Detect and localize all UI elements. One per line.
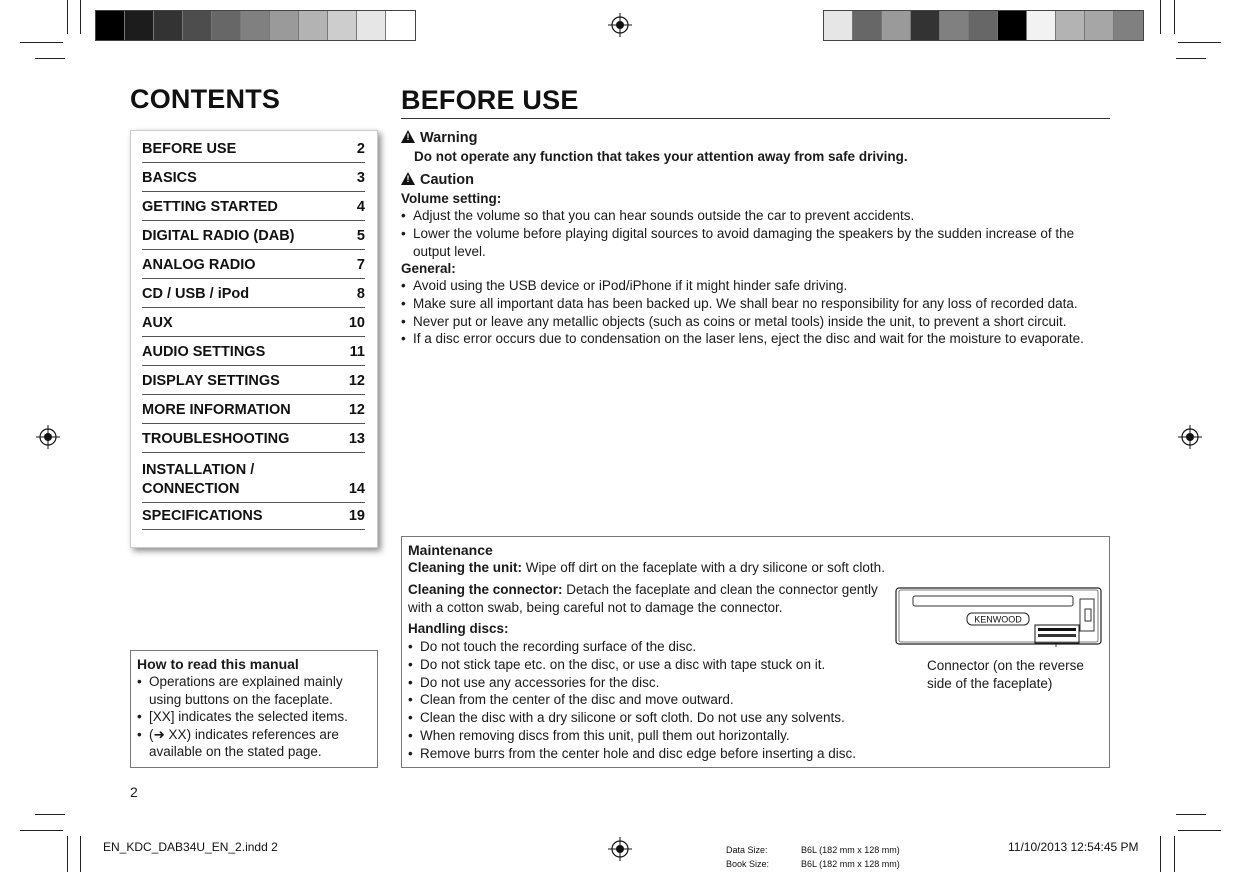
caution-icon: !	[401, 172, 415, 185]
list-item: • When removing discs from this unit, pull them out horizontally.	[408, 727, 908, 745]
toc-entry-page: 10	[348, 315, 365, 331]
toc-entry-label-line2: CONNECTION	[142, 481, 240, 497]
heading-rule	[401, 118, 1110, 119]
list-item: • Remove burrs from the center hole and disc edge before inserting a disc.	[408, 745, 908, 763]
handling-heading: Handling discs:	[408, 621, 509, 636]
toc-entry[interactable]	[142, 139, 365, 163]
registration-mark-icon	[608, 837, 632, 861]
list-item: • Clean from the center of the disc and move outward.	[408, 691, 908, 709]
color-swatch	[183, 11, 212, 40]
color-swatch	[940, 11, 969, 40]
how-to-read-list	[137, 673, 371, 761]
contents-heading: CONTENTS	[130, 84, 281, 114]
crop-mark	[1160, 0, 1161, 34]
color-swatch	[328, 11, 357, 40]
brand-logo: KENWOOD	[974, 614, 1022, 625]
color-swatch	[998, 11, 1027, 40]
crop-mark	[1176, 58, 1206, 59]
page-number: 2	[130, 784, 138, 800]
crop-mark	[20, 830, 63, 831]
color-calibration-bar	[95, 10, 416, 41]
color-swatch	[299, 11, 328, 40]
data-size-value: B6L (182 mm x 128 mm)	[801, 845, 900, 855]
warning-title-text: Warning	[420, 130, 478, 146]
volume-list	[401, 207, 1113, 260]
toc-entry-label: INSTALLATION /	[142, 462, 255, 478]
color-swatch	[154, 11, 183, 40]
toc-entry[interactable]	[142, 284, 365, 308]
toc-entry[interactable]	[142, 168, 365, 192]
crop-mark	[35, 58, 65, 59]
toc-entry-label: GETTING STARTED	[142, 199, 278, 215]
book-size-value: B6L (182 mm x 128 mm)	[801, 859, 900, 869]
toc-entry-page: 12	[348, 373, 365, 389]
color-swatch	[1114, 11, 1143, 40]
warning-icon: !	[401, 130, 415, 143]
cleaning-connector-label: Cleaning the connector:	[408, 582, 563, 597]
crop-mark	[67, 836, 68, 872]
crop-mark	[35, 814, 65, 815]
crop-mark	[80, 836, 81, 872]
registration-mark-icon	[608, 13, 632, 37]
toc-entry[interactable]	[142, 458, 365, 503]
list-item: • [XX] indicates the selected items.	[137, 708, 371, 726]
crop-mark	[1174, 836, 1175, 872]
toc-entry-label: AUX	[142, 315, 173, 331]
color-swatch	[1056, 11, 1085, 40]
toc-entry[interactable]	[142, 313, 365, 337]
crop-mark	[80, 0, 81, 34]
toc-entry-label: DISPLAY SETTINGS	[142, 373, 280, 389]
list-item: • Clean the disc with a dry silicone or soft cloth. Do not use any solvents.	[408, 709, 908, 727]
book-size-label: Book Size:	[726, 859, 770, 869]
toc-entry[interactable]	[142, 255, 365, 279]
list-item: • Lower the volume before playing digital sources to avoid damaging the speakers by the sudden increase of the output level.	[401, 225, 1113, 261]
color-swatch	[125, 11, 154, 40]
color-swatch	[1027, 11, 1056, 40]
toc-entry-label: ANALOG RADIO	[142, 257, 256, 273]
toc-entry-label: AUDIO SETTINGS	[142, 344, 266, 360]
toc-entry-label: CD / USB / iPod	[142, 286, 250, 302]
crop-mark	[1178, 42, 1221, 43]
color-swatch	[853, 11, 882, 40]
color-swatch	[824, 11, 853, 40]
caution-title-text: Caution	[420, 172, 474, 188]
toc-entry-label: DIGITAL RADIO (DAB)	[142, 228, 295, 244]
toc-entry-label-wrap	[142, 461, 254, 499]
toc-entry-page: 11	[349, 344, 365, 360]
list-item: • Avoid using the USB device or iPod/iPhone if it might hinder safe driving.	[401, 277, 1101, 295]
crop-mark	[20, 42, 63, 43]
color-swatch	[882, 11, 911, 40]
warning-title	[401, 129, 477, 147]
color-swatch	[386, 11, 415, 40]
color-swatch	[96, 11, 125, 40]
crop-mark	[1160, 836, 1161, 872]
general-list	[401, 277, 1101, 348]
cleaning-unit-text: Wipe off dirt on the faceplate with a dry silicone or soft cloth.	[525, 560, 885, 575]
how-to-read-box	[130, 650, 378, 768]
handling-list	[408, 638, 908, 763]
list-item: • Operations are explained mainly using buttons on the faceplate.	[137, 673, 371, 708]
color-calibration-bar	[823, 10, 1144, 41]
color-swatch	[212, 11, 241, 40]
toc-entry[interactable]	[142, 400, 365, 424]
table-of-contents	[130, 130, 378, 548]
list-item: • Do not stick tape etc. on the disc, or use a disc with tape stuck on it.	[408, 656, 908, 674]
crop-mark	[1178, 830, 1221, 831]
list-item: • Never put or leave any metallic objects (such as coins or metal tools) inside the unit, to prevent a short circuit.	[401, 313, 1101, 331]
maintenance-box	[401, 536, 1110, 768]
toc-entry-page: 12	[348, 402, 365, 418]
toc-entry-page: 8	[356, 286, 365, 302]
toc-entry-page: 3	[356, 170, 365, 186]
list-item: • Adjust the volume so that you can hear sounds outside the car to prevent accidents.	[401, 207, 1113, 225]
list-item: • If a disc error occurs due to condensation on the laser lens, eject the disc and wait for the moisture to evaporate.	[401, 330, 1101, 348]
list-item: • Do not use any accessories for the disc.	[408, 674, 908, 692]
caution-title	[401, 171, 474, 189]
toc-entry[interactable]	[142, 506, 365, 530]
toc-entry-page: 5	[356, 228, 365, 244]
registration-mark-icon	[36, 425, 60, 449]
toc-entry[interactable]	[142, 342, 365, 366]
cleaning-unit	[408, 559, 885, 577]
color-swatch	[1085, 11, 1114, 40]
color-swatch	[969, 11, 998, 40]
toc-entry[interactable]	[142, 226, 365, 250]
list-item: • (➜ XX) indicates references are available on the stated page.	[137, 726, 371, 761]
warning-text: Do not operate any function that takes your attention away from safe driving.	[414, 149, 908, 164]
data-size-label: Data Size:	[726, 845, 768, 855]
faceplate-illustration	[895, 587, 1103, 647]
crop-mark	[67, 0, 68, 34]
toc-entry[interactable]	[142, 429, 365, 453]
toc-entry-label: TROUBLESHOOTING	[142, 431, 290, 447]
color-swatch	[911, 11, 940, 40]
connector-caption: Connector (on the reverse side of the faceplate)	[927, 658, 1084, 691]
registration-mark-icon	[1178, 425, 1202, 449]
toc-entry-label: SPECIFICATIONS	[142, 508, 263, 524]
toc-entry-page: 2	[356, 141, 365, 157]
general-heading: General:	[401, 261, 456, 276]
maintenance-title: Maintenance	[408, 542, 493, 558]
crop-mark	[1176, 814, 1206, 815]
toc-entry-label: BEFORE USE	[142, 141, 237, 157]
list-item: • Make sure all important data has been backed up. We shall bear no responsibility for any loss of recorded data.	[401, 295, 1101, 313]
toc-entry-label: BASICS	[142, 170, 197, 186]
toc-entry-page: 14	[348, 481, 365, 497]
cleaning-connector-text: Detach the faceplate and clean the connector gently with a cotton swab, being careful not to damage the connector.	[408, 582, 878, 615]
toc-entry-label: MORE INFORMATION	[142, 402, 291, 418]
footer-filename: EN_KDC_DAB34U_EN_2.indd 2	[103, 840, 278, 854]
volume-heading: Volume setting:	[401, 191, 502, 206]
toc-entry[interactable]	[142, 197, 365, 221]
toc-entry-page: 13	[348, 431, 365, 447]
color-swatch	[357, 11, 386, 40]
cleaning-unit-label: Cleaning the unit:	[408, 560, 522, 575]
crop-mark	[1174, 0, 1175, 34]
before-use-heading: BEFORE USE	[401, 85, 579, 115]
footer-timestamp: 11/10/2013 12:54:45 PM	[1008, 840, 1139, 854]
cleaning-connector	[408, 581, 883, 616]
how-to-read-title: How to read this manual	[137, 656, 299, 672]
toc-entry-page: 4	[356, 199, 365, 215]
color-swatch	[241, 11, 270, 40]
toc-entry[interactable]	[142, 371, 365, 395]
color-swatch	[270, 11, 299, 40]
toc-entry-page: 19	[348, 508, 365, 524]
toc-entry-page: 7	[356, 257, 365, 273]
list-item: • Do not touch the recording surface of the disc.	[408, 638, 908, 656]
